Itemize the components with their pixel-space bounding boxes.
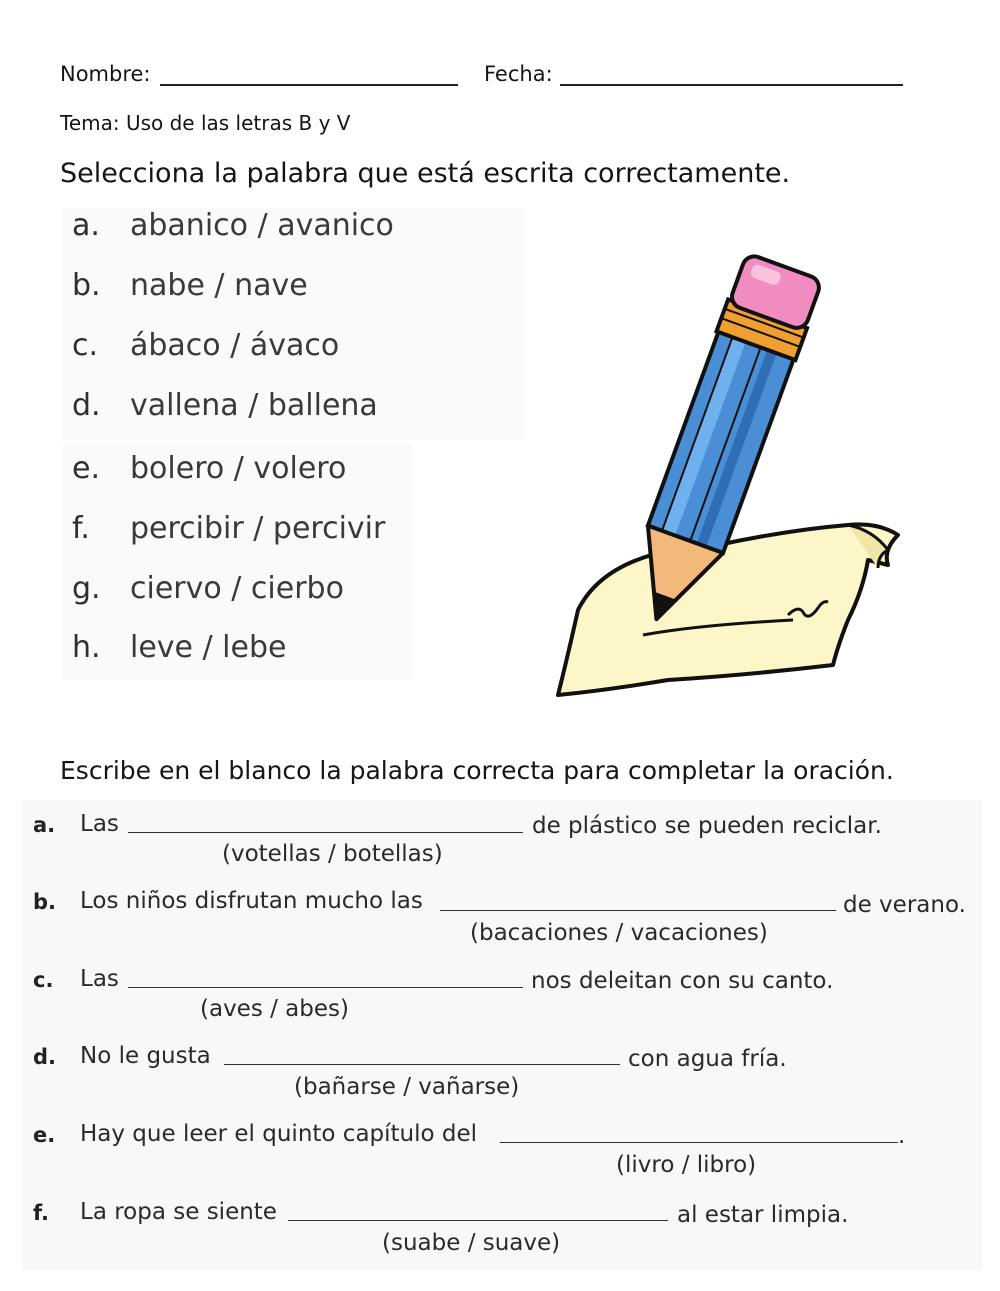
item-letter: a.: [33, 813, 56, 837]
word-options: (bañarse / vañarse): [294, 1074, 520, 1100]
word-options: (votellas / botellas): [222, 841, 443, 867]
sentence-start: No le gusta: [80, 1043, 211, 1069]
item-letter: b.: [33, 890, 57, 914]
list-item[interactable]: h. leve / lebe: [72, 630, 287, 665]
list-item[interactable]: d. vallena / ballena: [72, 388, 378, 423]
list-item[interactable]: f. percibir / percivir: [72, 511, 386, 546]
answer-blank[interactable]: [440, 910, 836, 911]
date-label: Fecha:: [484, 62, 553, 86]
list-item[interactable]: c. ábaco / ávaco: [72, 328, 340, 363]
word-options: (suabe / suave): [382, 1230, 561, 1256]
sentence-start: Las: [80, 966, 119, 992]
answer-blank[interactable]: [288, 1220, 668, 1221]
pencil-writing-icon: [548, 250, 908, 705]
list-item[interactable]: b. nabe / nave: [72, 268, 308, 303]
section2-instruction: Escribe en el blanco la palabra correcta para completar la oración.: [60, 756, 894, 785]
answer-blank[interactable]: [128, 832, 523, 833]
word-options: (livro / libro): [616, 1152, 757, 1178]
answer-blank[interactable]: [500, 1142, 898, 1143]
sentence-end: de verano.: [843, 892, 966, 918]
list-item[interactable]: e. bolero / volero: [72, 451, 347, 486]
date-blank[interactable]: [560, 84, 903, 86]
answer-blank[interactable]: [224, 1064, 620, 1065]
sentence-start: Hay que leer el quinto capítulo del: [80, 1121, 478, 1147]
name-label: Nombre:: [60, 62, 151, 86]
sentence-start: La ropa se siente: [80, 1199, 277, 1225]
word-options: (aves / abes): [200, 996, 349, 1022]
name-blank[interactable]: [160, 84, 458, 86]
word-options: (bacaciones / vacaciones): [470, 920, 768, 946]
answer-blank[interactable]: [128, 987, 523, 988]
topic-text: Tema: Uso de las letras B y V: [60, 111, 351, 135]
sentence-end: de plástico se pueden reciclar.: [532, 813, 882, 839]
section1-instruction: Selecciona la palabra que está escrita correctamente.: [60, 158, 791, 189]
list-item[interactable]: g. ciervo / cierbo: [72, 571, 344, 606]
item-letter: c.: [33, 968, 54, 992]
list-item[interactable]: a. abanico / avanico: [72, 208, 394, 243]
sentence-end: al estar limpia.: [677, 1202, 849, 1228]
item-letter: e.: [33, 1123, 56, 1147]
sentence-end: nos deleitan con su canto.: [531, 968, 834, 994]
item-letter: f.: [33, 1201, 49, 1225]
sentence-start: Las: [80, 811, 119, 837]
sentence-end: con agua fría.: [628, 1046, 787, 1072]
sentence-start: Los niños disfrutan mucho las: [80, 888, 423, 914]
item-letter: d.: [33, 1045, 57, 1069]
sentence-end: .: [898, 1123, 906, 1149]
